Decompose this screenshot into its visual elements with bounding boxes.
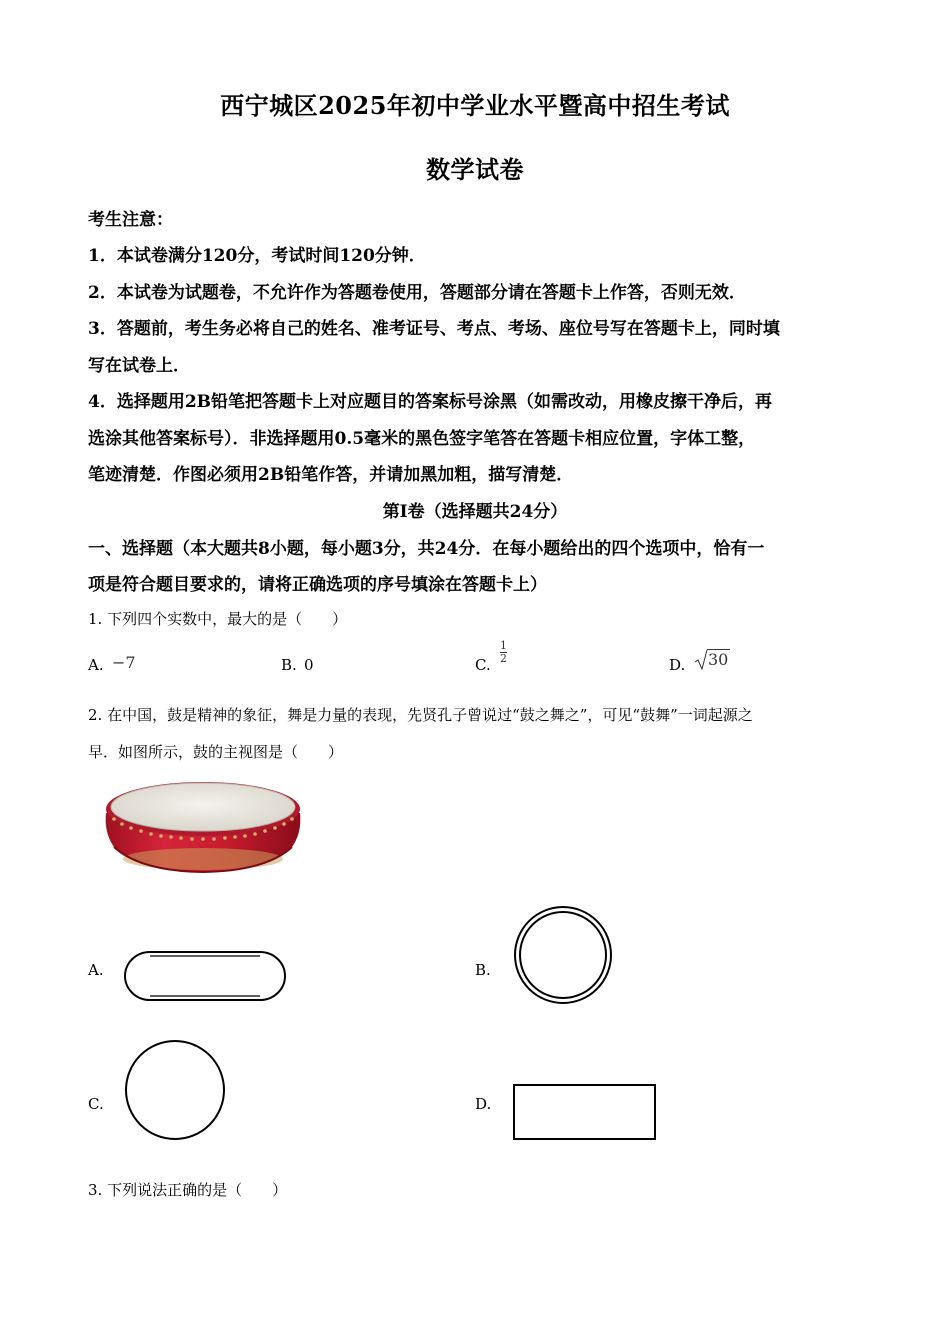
part-title: 第I卷（选择题共24分） bbox=[382, 502, 568, 522]
notice-heading: 考生注意： bbox=[88, 210, 173, 230]
notice-item-4-line-2: 选涂其他答案标号）．非选择题用0.5毫米的黑色签字笔答在答题卡相应位置，字体工整， bbox=[88, 429, 756, 449]
notice-item-1: 1．本试卷满分120分，考试时间120分钟． bbox=[88, 246, 426, 266]
drum-image bbox=[100, 775, 305, 875]
q2-option-c-label: C. bbox=[88, 1095, 104, 1113]
q1-option-b-label: B. bbox=[281, 656, 297, 674]
section-heading-line-1: 一、选择题（本大题共8小题，每小题3分，共24分．在每小题给出的四个选项中，恰有一 bbox=[88, 539, 765, 559]
q1-option-b-value: 0 bbox=[304, 656, 314, 674]
q1-option-c-denominator: 2 bbox=[500, 652, 507, 665]
notice-item-2: 2．本试卷为试题卷，不允许作为答题卷使用，答题部分请在答题卡上作答，否则无效． bbox=[88, 283, 746, 303]
notice-item-4-line-1: 4．选择题用2B铅笔把答题卡上对应题目的答案标号涂黑（如需改动，用橡皮擦干净后，再 bbox=[88, 392, 773, 412]
q1-option-a-label: A. bbox=[88, 656, 104, 674]
notice-item-3-line-1: 3．答题前，考生务必将自己的姓名、准考证号、考点、考场、座位号写在答题卡上，同时填 bbox=[88, 319, 780, 339]
q2-option-d-shape bbox=[512, 1083, 658, 1141]
q2-option-c-shape bbox=[122, 1040, 228, 1142]
exam-title: 西宁城区2025年初中学业水平暨高中招生考试 bbox=[220, 91, 730, 120]
q1-option-a-value: −7 bbox=[112, 653, 136, 672]
q3-stem: 3. 下列说法正确的是（ ） bbox=[88, 1181, 288, 1199]
section-heading-line-2: 项是符合题目要求的，请将正确选项的序号填涂在答题卡上） bbox=[88, 575, 547, 595]
q1-option-d-value: 30 bbox=[708, 650, 729, 669]
q1-stem: 1. 下列四个实数中，最大的是（ ） bbox=[88, 610, 348, 628]
q1-option-c-numerator: 1 bbox=[500, 639, 507, 652]
q1-option-c-fraction bbox=[500, 640, 507, 665]
q1-option-c-label: C. bbox=[475, 656, 491, 674]
q2-stem-line-2: 早．如图所示，鼓的主视图是（ ） bbox=[88, 743, 344, 761]
q1-option-d-label: D. bbox=[669, 656, 686, 674]
q2-option-b-label: B. bbox=[475, 961, 491, 979]
exam-subtitle: 数学试卷 bbox=[426, 155, 524, 184]
q2-option-a-label: A. bbox=[88, 961, 104, 979]
q2-stem-line-1: 2. 在中国，鼓是精神的象征，舞是力量的表现，先贤孔子曾说过“鼓之舞之”，可见“鼓舞”一词起源之 bbox=[88, 706, 753, 724]
q2-option-a-shape bbox=[123, 949, 287, 1003]
q2-option-b-shape bbox=[511, 905, 615, 1005]
notice-item-3-line-2: 写在试卷上． bbox=[88, 356, 190, 376]
sqrt-sign-icon bbox=[694, 648, 708, 672]
notice-item-4-line-3: 笔迹清楚．作图必须用2B铅笔作答，并请加黑加粗，描写清楚． bbox=[88, 465, 574, 485]
q2-option-d-label: D. bbox=[475, 1095, 492, 1113]
